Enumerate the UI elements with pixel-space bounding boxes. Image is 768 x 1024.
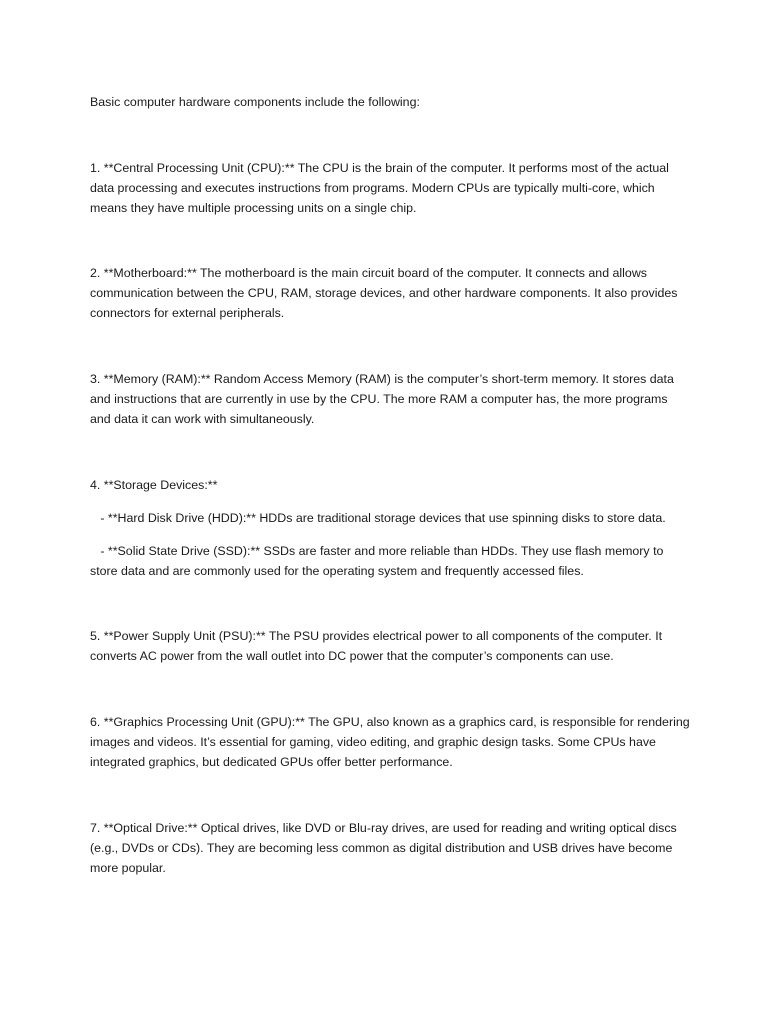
memory-paragraph: 3. **Memory (RAM):** Random Access Memory (RAM) is the computer’s short-term memory. It stores data and instructions that are currently in use by the CPU. The more RAM a computer has, the more programs and data it can work with simultaneously. [90, 372, 674, 426]
hdd-paragraph: - **Hard Disk Drive (HDD):** HDDs are traditional storage devices that use spinning disks to store data. [90, 511, 666, 525]
motherboard-paragraph: 2. **Motherboard:** The motherboard is the main circuit board of the computer. It connects and allows communication between the CPU, RAM, storage devices, and other hardware components. It also provides connectors for external peripherals. [90, 266, 678, 320]
ssd-paragraph: - **Solid State Drive (SSD):** SSDs are faster and more reliable than HDDs. They use flash memory to store data and are commonly used for the operating system and frequently accessed files. [90, 544, 667, 578]
gpu-paragraph: 6. **Graphics Processing Unit (GPU):** The GPU, also known as a graphics card, is responsible for rendering images and videos. It’s essential for gaming, video editing, and graphic design tasks. Some CPUs have integrated graphics, but dedicated GPUs offer better performance. [90, 715, 690, 769]
storage-heading-paragraph: 4. **Storage Devices:** [90, 478, 218, 492]
cpu-paragraph: 1. **Central Processing Unit (CPU):** The CPU is the brain of the computer. It performs most of the actual data processing and executes instructions from programs. Modern CPUs are typically multi-core, which means they have multiple processing units on a single chip. [90, 161, 669, 215]
intro-paragraph: Basic computer hardware components include the following: [90, 95, 420, 109]
psu-paragraph: 5. **Power Supply Unit (PSU):** The PSU provides electrical power to all components of the computer. It converts AC power from the wall outlet into DC power that the computer’s components can use. [90, 629, 663, 663]
optical-drive-paragraph: 7. **Optical Drive:** Optical drives, like DVD or Blu-ray drives, are used for reading and writing optical discs (e.g., DVDs or CDs). They are becoming less common as digital distribution and USB drives have become more popular. [90, 821, 677, 875]
